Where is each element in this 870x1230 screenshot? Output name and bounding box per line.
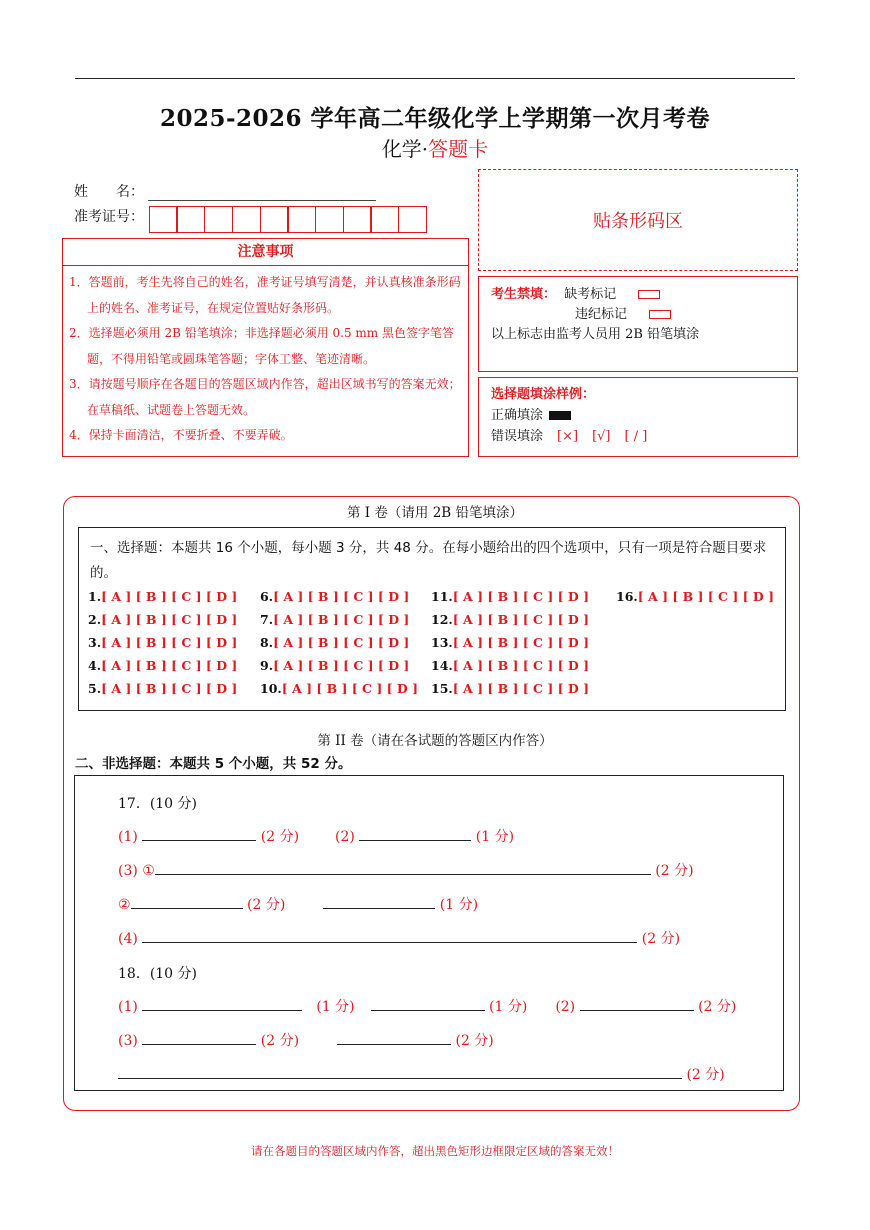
id-label: 准考证号： [74,209,144,225]
answer-line[interactable] [359,826,471,841]
wrong-mark: [×] [557,429,579,444]
score: (2 分) [698,999,737,1015]
ban-violation-row [491,305,785,325]
mc-question [260,635,409,650]
example-title: 选择题填涂样例： [491,387,596,402]
wrong-mark: [ / ] [624,429,648,444]
mc-options[interactable]: [ A ] [ B ] [ C ] [ D ] [452,658,589,673]
answer-line[interactable] [580,996,694,1011]
answer-line[interactable] [142,996,302,1011]
score: (2 分) [260,1033,300,1049]
score: (2 分) [641,931,681,947]
mc-question-number: 2. [88,612,102,627]
wrong-mark: [√] [592,429,611,444]
q17-head: 17．(10 分) [118,796,198,812]
q17-p6: (4) [118,931,138,947]
answer-line[interactable] [118,1064,682,1079]
mc-question-number: 1. [88,589,102,604]
q17-row3 [118,894,478,914]
mc-options[interactable]: [ A ] [ B ] [ C ] [ D ] [101,589,238,604]
id-row [74,206,427,233]
mc-question-number: 9. [260,658,274,673]
q18-head: 18．(10 分) [118,966,198,982]
barcode-area [478,169,798,271]
page-subtitle [0,133,870,162]
mc-question [260,589,409,604]
score: (1 分) [489,999,528,1015]
score: (1 分) [439,897,479,913]
notice-panel [62,238,469,457]
mc-options[interactable]: [ A ] [ B ] [ C ] [ D ] [452,681,589,696]
mc-question-number: 4. [88,658,102,673]
q17-p2: (2) [335,829,355,845]
q18-row3 [118,1064,725,1084]
mc-options[interactable]: [ A ] [ B ] [ C ] [ D ] [101,681,238,696]
mc-question [431,589,589,604]
score: (2 分) [686,1067,725,1083]
q17-p3: (3) ① [118,863,155,879]
id-digit-box[interactable] [343,206,372,233]
q17-row1 [118,826,514,846]
footer-note: 请在各题目的答题区域内作答，超出黑色矩形边框限定区域的答案无效！ [251,1144,619,1158]
score: (1 分) [316,999,355,1015]
q18-row2 [118,1030,494,1050]
q17-p4: ② [118,897,131,913]
name-input[interactable] [148,185,376,201]
id-digit-box[interactable] [287,206,316,233]
example-correct-row [491,405,785,426]
mc-options[interactable]: [ A ] [ B ] [ C ] [ D ] [273,589,410,604]
answer-line[interactable] [155,860,651,875]
mc-question-number: 10. [260,681,282,696]
ban-note: 以上标志由监考人员用 2B 铅笔填涂 [491,327,700,342]
score: (1 分) [475,829,515,845]
mc-options[interactable]: [ A ] [ B ] [ C ] [ D ] [273,612,410,627]
mc-question-number: 13. [431,635,453,650]
mc-question [260,658,409,673]
filled-mark [549,411,571,420]
id-digit-box[interactable] [260,206,289,233]
notice-item: 2．选择题必须用 2B 铅笔填涂；非选择题必须用 0.5 mm 黑色签字笔答题，不得用铅笔或圆珠笔答题；字体工整、笔迹清晰。 [69,326,455,366]
q17-row2 [118,860,694,880]
score: (2 分) [655,863,694,879]
notice-item: 3．请按题号顺序在各题目的答题区域内作答，超出区域书写的答案无效；在草稿纸、试题卷上答题无效。 [69,377,461,417]
q18-p1: (1) [118,999,138,1015]
mc-options[interactable]: [ A ] [ B ] [ C ] [ D ] [452,589,589,604]
correct-label: 正确填涂 [491,408,544,423]
mc-question-number: 14. [431,658,453,673]
absent-label: 缺考标记 [564,287,617,302]
id-digit-box[interactable] [176,206,205,233]
id-digit-box[interactable] [398,206,427,233]
mc-question-number: 3. [88,635,102,650]
mc-options[interactable]: [ A ] [ B ] [ C ] [ D ] [452,635,589,650]
mc-question [431,612,589,627]
answer-line[interactable] [142,928,637,943]
id-boxes [150,206,427,233]
q18-p4: (3) [118,1033,138,1049]
nonmc-title: 二、非选择题：本题共 5 个小题，共 52 分。 [75,756,352,772]
id-digit-box[interactable] [315,206,344,233]
mc-question [260,612,409,627]
notice-title: 注意事项 [63,239,468,266]
barcode-label: 贴条形码区 [593,211,683,232]
answer-line[interactable] [337,1030,451,1045]
subtitle-card: 答题卡 [428,137,489,161]
subtitle-subject: 化学· [381,137,429,161]
mc-question-number: 7. [260,612,274,627]
answer-line[interactable] [142,1030,256,1045]
score: (2 分) [260,829,300,845]
q18-row1 [118,996,736,1016]
mc-question-number: 15. [431,681,453,696]
page-title: 2025-2026 学年高二年级化学上学期第一次月考卷 [159,105,711,132]
mc-options[interactable]: [ A ] [ B ] [ C ] [ D ] [273,635,410,650]
mc-question-number: 6. [260,589,274,604]
wrong-label: 错误填涂 [491,429,544,444]
mc-question [88,681,237,696]
mc-question [431,635,589,650]
notice-body [63,266,468,449]
mc-question [88,589,237,604]
mc-question-number: 5. [88,681,102,696]
ban-label: 考生禁填： [491,287,557,302]
id-digit-box[interactable] [149,206,178,233]
notice-item: 1．答题前，考生先将自己的姓名，准考证号填写清楚，并认真核准条形码上的姓名、准考证号，在规定位置贴好条形码。 [69,275,461,315]
notice-item: 4．保持卡面清洁，不要折叠、不要弄破。 [69,428,293,442]
mc-question-number: 12. [431,612,453,627]
example-panel [478,377,798,457]
score: (2 分) [455,1033,494,1049]
example-wrong-row [491,426,785,447]
mc-question [431,658,589,673]
mc-question-number: 16. [616,589,638,604]
answer-line[interactable] [371,996,485,1011]
mc-question [88,612,237,627]
mc-options[interactable]: [ A ] [ B ] [ C ] [ D ] [637,589,774,604]
q18-p3: (2) [555,999,576,1015]
answer-line[interactable] [142,826,256,841]
top-rule [75,78,795,79]
mc-options[interactable]: [ A ] [ B ] [ C ] [ D ] [101,635,238,650]
mc-options[interactable]: [ A ] [ B ] [ C ] [ D ] [101,612,238,627]
mc-question [88,635,237,650]
mc-question [431,681,589,696]
volume-1-title: 第 I 卷（请用 2B 铅笔填涂） [346,505,523,521]
mc-question [260,681,418,696]
mc-question [88,658,237,673]
ban-absent-row [491,285,785,305]
id-digit-box[interactable] [204,206,233,233]
mc-options[interactable]: [ A ] [ B ] [ C ] [ D ] [273,658,410,673]
mc-options[interactable]: [ A ] [ B ] [ C ] [ D ] [101,658,238,673]
mc-options[interactable]: [ A ] [ B ] [ C ] [ D ] [281,681,418,696]
id-digit-box[interactable] [232,206,261,233]
answer-box [74,775,784,1091]
violation-mark-box[interactable] [649,310,671,319]
mc-options[interactable]: [ A ] [ B ] [ C ] [ D ] [452,612,589,627]
mc-question-number: 8. [260,635,274,650]
q17-p1: (1) [118,829,138,845]
score: (2 分) [247,897,286,913]
name-label: 姓 名： [74,184,144,200]
volume-2-title: 第 II 卷（请在各试题的答题区内作答） [317,733,553,749]
answer-line[interactable] [323,894,435,909]
violation-label: 违纪标记 [575,307,628,322]
answer-line[interactable] [131,894,243,909]
mc-question-number: 11. [431,589,453,604]
ban-panel [478,276,798,372]
id-digit-box[interactable] [370,206,399,233]
mc-description: 一、选择题：本题共 16 个小题，每小题 3 分，共 48 分。在每小题给出的四个选项中，只有一项是符合题目要求的。 [90,540,767,581]
mc-question [616,589,774,604]
absent-mark-box[interactable] [638,290,660,299]
q17-row4 [118,928,680,948]
name-row [74,181,376,201]
